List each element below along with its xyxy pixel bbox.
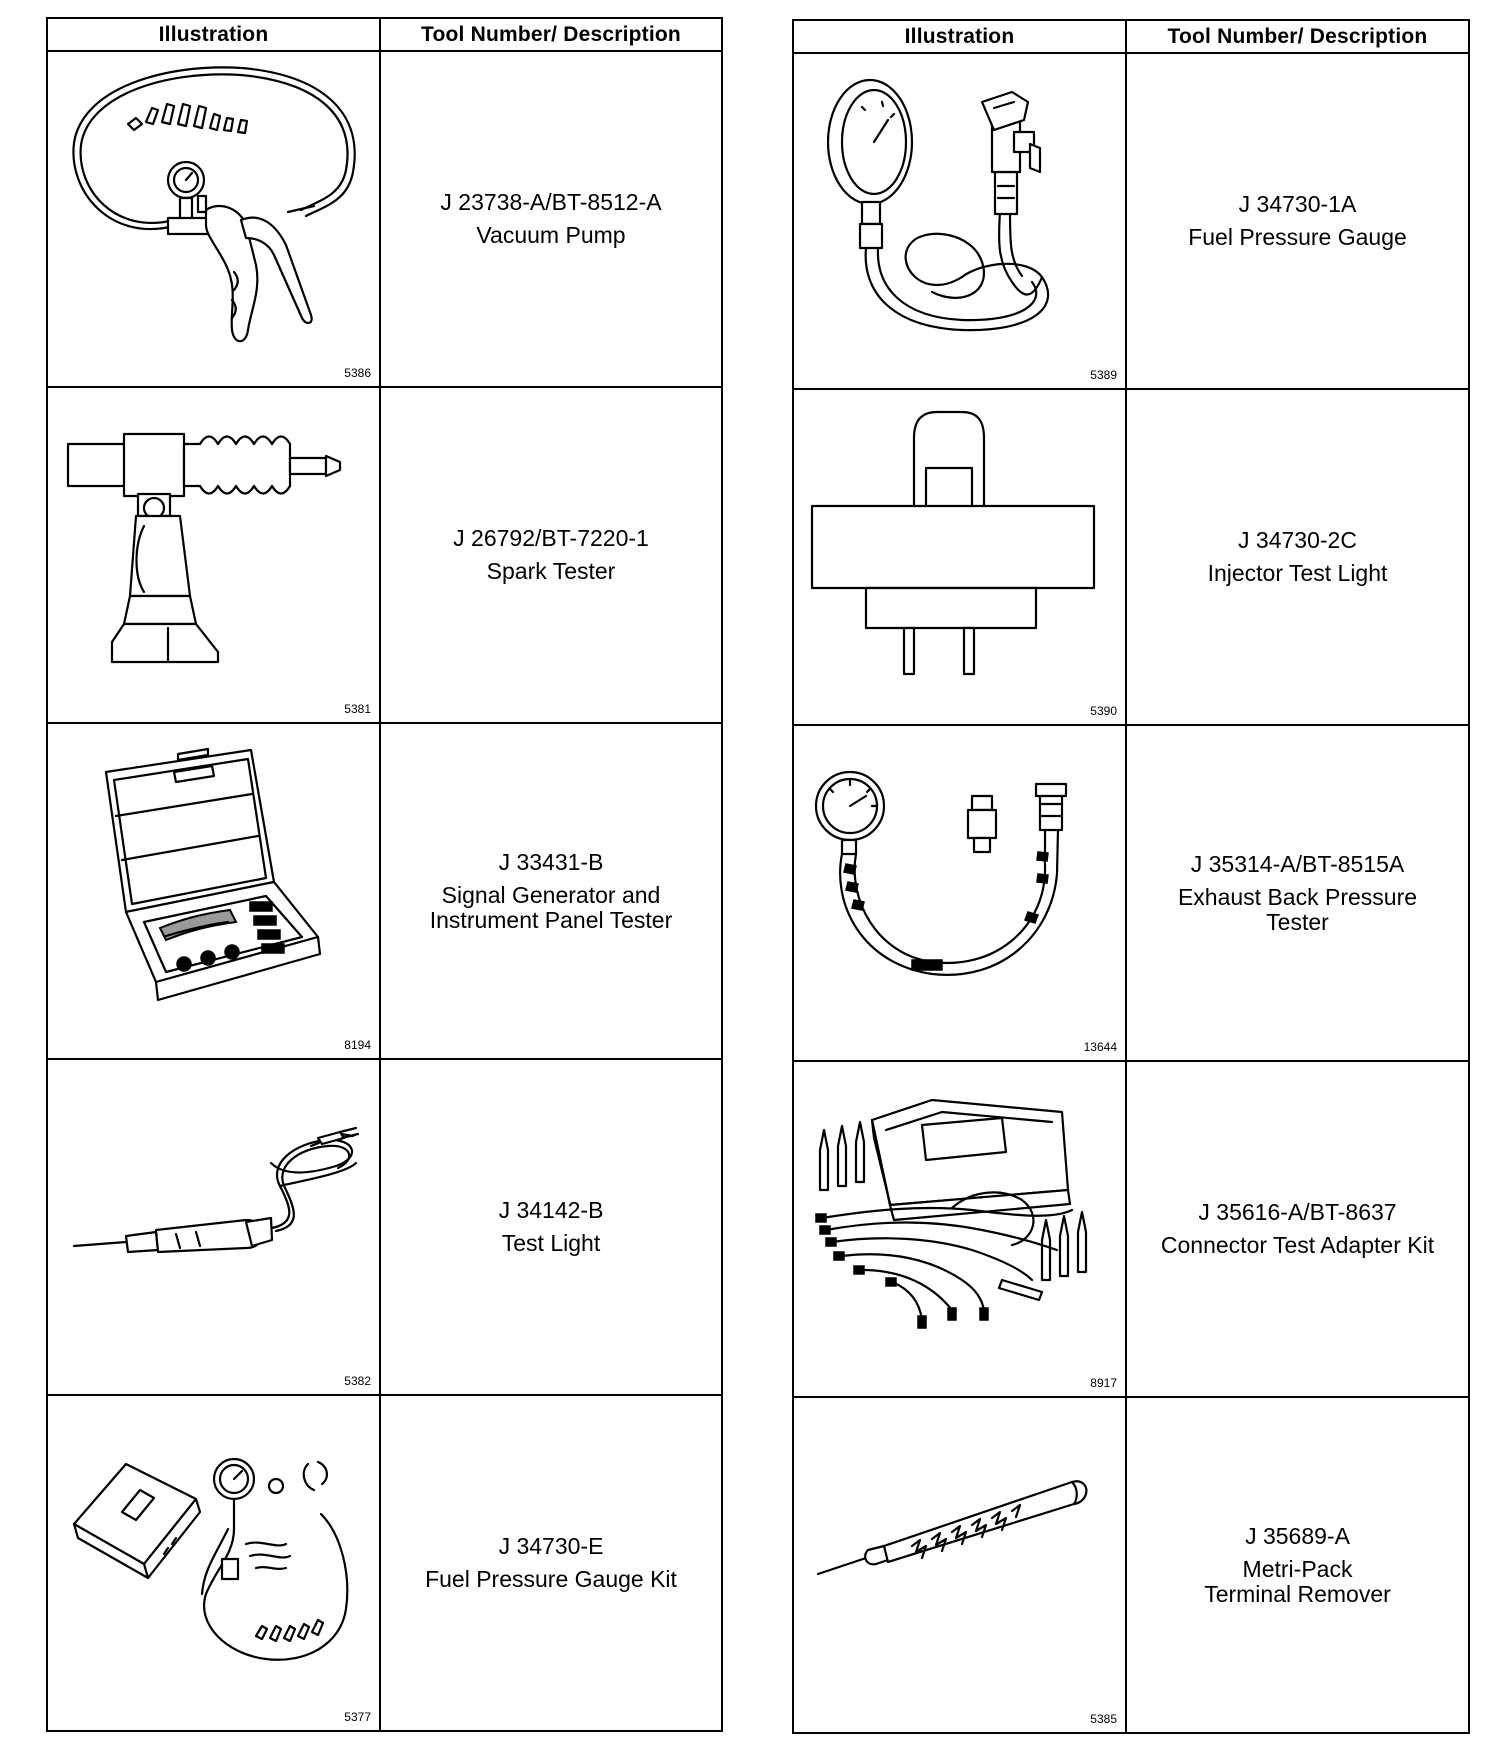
spark-tester-icon [56,396,371,696]
illustration-cell [793,1061,1126,1397]
figure-number: 5389 [1090,368,1117,382]
tool-description-cell [1126,1061,1469,1397]
figure-number: 5382 [344,1374,371,1388]
tool-description: Vacuum Pump [476,222,626,248]
table-row [47,723,722,1059]
figure-number: 5381 [344,702,371,716]
table-row [47,1395,722,1731]
tool-description: Fuel Pressure Gauge [1188,224,1407,250]
table-row [47,1059,722,1395]
figure-number: 5386 [344,366,371,380]
tool-number: J 33431-B [498,848,604,875]
table-row [793,1397,1469,1733]
table-row [793,53,1469,389]
signal-generator-case-icon [56,732,371,1032]
vacuum-pump-icon [56,60,371,360]
figure-number: 13644 [1083,1040,1117,1054]
header-illustration: Illustration [47,18,380,51]
figure-number: 5385 [1090,1712,1117,1726]
injector-test-light-icon [802,398,1117,698]
illustration-cell [47,723,380,1059]
figure-number: 8194 [344,1038,371,1052]
figure-number: 5377 [344,1710,371,1724]
tool-table-left [46,17,723,1732]
illustration-cell [793,725,1126,1061]
illustration-cell [47,1059,380,1395]
test-light-icon [56,1068,371,1368]
tool-number: J 35616-A/BT-8637 [1198,1199,1397,1225]
tool-description: Fuel Pressure Gauge Kit [425,1566,677,1592]
illustration-cell [47,1395,380,1731]
tool-table-right [792,19,1470,1734]
fuel-pressure-gauge-kit-icon [56,1404,371,1704]
table-row [47,51,722,387]
tool-number: J 35314-A/BT-8515A [1190,850,1405,877]
table-row [793,389,1469,725]
illustration-cell [793,53,1126,389]
illustration-cell [793,389,1126,725]
illustration-cell [47,51,380,387]
header-tool-number-description: Tool Number/ Description [380,18,722,51]
tool-number: J 34142-B [498,1197,604,1223]
tool-description: Spark Tester [486,558,616,584]
header-tool-number-description: Tool Number/ Description [1126,20,1469,53]
table-row [793,1061,1469,1397]
illustration-cell [47,387,380,723]
tool-description-cell [380,1059,722,1395]
connector-test-adapter-kit-icon [802,1070,1117,1370]
exhaust-back-pressure-tester-icon [802,734,1117,1034]
tool-description: Metri-Pack Terminal Remover [1204,1555,1391,1607]
tool-number: J 34730-2C [1238,527,1357,553]
tool-description: Test Light [501,1230,601,1256]
tool-description: Signal Generator and Instrument Panel Tester [429,881,673,933]
tool-description-cell [380,1395,722,1731]
figure-number: 8917 [1090,1376,1117,1390]
tool-description: Injector Test Light [1207,560,1388,586]
tool-description-cell [1126,725,1469,1061]
figure-number: 5390 [1090,704,1117,718]
tool-description-cell [1126,53,1469,389]
tool-description-cell [1126,1397,1469,1733]
table-row [793,725,1469,1061]
tool-description-cell [380,51,722,387]
header-illustration: Illustration [793,20,1126,53]
tool-description: Exhaust Back Pressure Tester [1177,883,1418,935]
tool-number: J 35689-A [1245,1522,1350,1549]
illustration-cell [793,1397,1126,1733]
tool-description-cell [380,387,722,723]
table-row [47,387,722,723]
terminal-remover-icon [802,1406,1117,1706]
fuel-pressure-gauge-icon [802,62,1117,362]
tool-number: J 34730-E [498,1533,604,1559]
tool-description-cell [380,723,722,1059]
tool-number: J 23738-A/BT-8512-A [440,189,662,215]
tool-description-cell [1126,389,1469,725]
tool-description: Connector Test Adapter Kit [1160,1232,1435,1258]
tool-number: J 26792/BT-7220-1 [453,525,649,551]
tool-number: J 34730-1A [1238,191,1357,217]
